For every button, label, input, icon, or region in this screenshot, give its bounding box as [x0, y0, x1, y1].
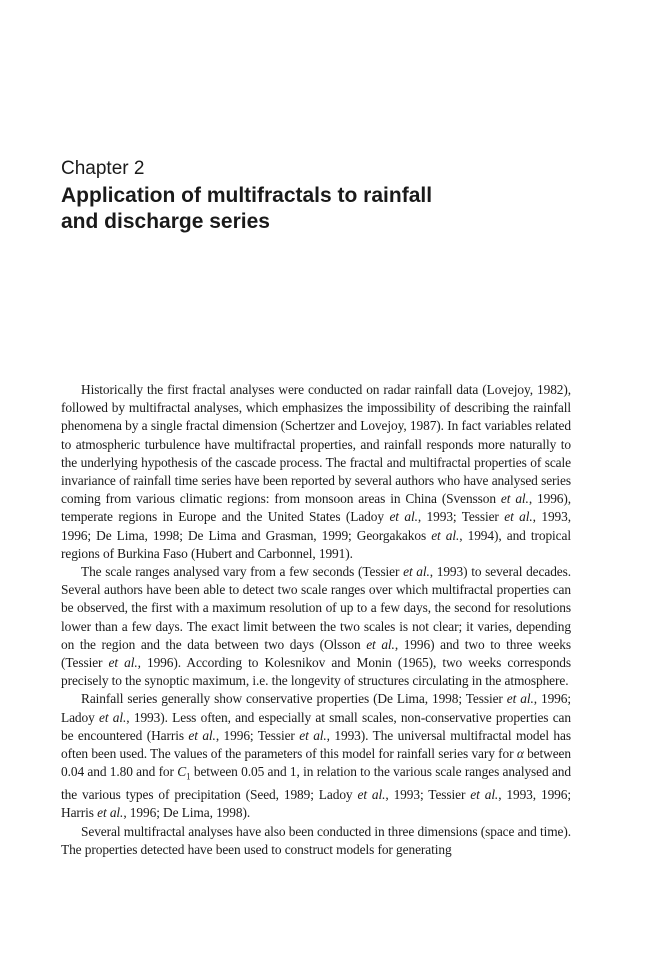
paragraph-4: Several multifractal analyses have also been conducted in three dimensions (space and time). The properties detected have been used to construct models for generating: [61, 823, 571, 857]
chapter-body: [61, 381, 571, 859]
chapter-number: Chapter 2: [61, 158, 145, 179]
chapter-title: [61, 183, 581, 235]
paragraph-2: The scale ranges analysed vary from a few seconds (Tessier et al., 1993) to several decades. Several authors have been able to detect two scale ranges over which multifractal properties can be observed, the first with a maximum resolution of up to a few days, the second for resolutions lower than a few days. The exact limit between the two scales is not clear; it varies, depending on the region and the data between two days (Olsson et al., 1996) and two to three weeks (Tessier et al., 1996). According to Kolesnikov and Monin (1965), two weeks corresponds precisely to the synoptic maximum, i.e. the longevity of structures circulating in the atmosphere.: [61, 564, 571, 689]
paragraph-3: Rainfall series generally show conservative properties (De Lima, 1998; Tessier et al., 1996; Ladoy et al., 1993). Less often, and especially at small scales, non-conservative properties can be encountered (Harris et al., 1996; Tessier et al., 1993). The universal multifractal model has often been used. The values of the parameters of this model for rainfall series vary for α between 0.04 and 1.80 and for $C_1$ between 0.05 and 1, in relation to the various scale ranges analysed and the various types of precipitation (Seed, 1989; Ladoy et al., 1993; Tessier et al., 1993, 1996; Harris et al., 1996; De Lima, 1998).: [61, 691, 571, 821]
chapter-title-line-2: and discharge series: [61, 210, 270, 233]
chapter-title-line-1: Application of multifractals to rainfall: [61, 184, 433, 207]
paragraph-1: Historically the first fractal analyses were conducted on radar rainfall data (Lovejoy, 1982), followed by multifractal analyses, which emphasizes the impossibility of describing the rainfall phenomena by a single fractal dimension (Schertzer and Lovejoy, 1987). In fact variables related to atmospheric turbulence have multifractal properties, and rainfall responds more naturally to the underlying hypothesis of the cascade process. The fractal and multifractal properties of scale invariance of rainfall time series have been reported by several authors who have analysed series coming from various climatic regions: from monsoon areas in China (Svensson et al., 1996), temperate regions in Europe and the United States (Ladoy et al., 1993; Tessier et al., 1993, 1996; De Lima, 1998; De Lima and Grasman, 1999; Georgakakos et al., 1994), and tropical regions of Burkina Faso (Hubert and Carbonnel, 1991).: [61, 382, 571, 561]
